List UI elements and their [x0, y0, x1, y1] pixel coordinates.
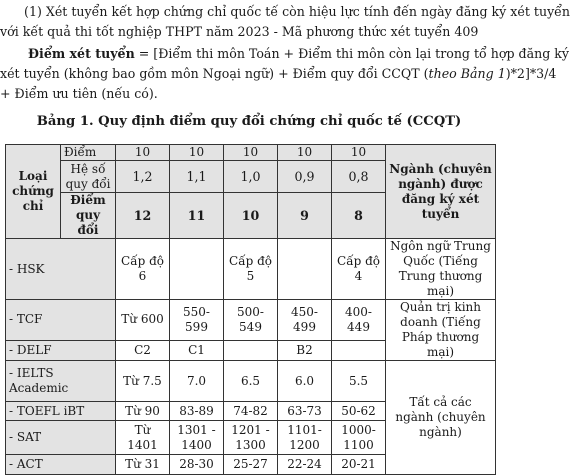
nganh-all: Tất cả các ngành (chuyên ngành) [386, 361, 496, 475]
value-cell: 1101-1200 [278, 421, 332, 455]
value-cell: Từ 600 [116, 300, 170, 341]
quydoi-cell: 8 [332, 193, 386, 239]
value-cell [224, 340, 278, 360]
diem-cell: 10 [224, 145, 278, 161]
ccqt-table [5, 144, 496, 475]
header-nganh: Ngành (chuyên ngành) được đăng ký xét tuyển [386, 145, 496, 239]
intro-line-1: (1) Xét tuyển kết hợp chứng chỉ quốc tế còn hiệu lực tính đến ngày đăng ký xét tuyển [24, 4, 570, 19]
value-cell: Cấp độ 5 [224, 239, 278, 300]
value-cell: 25-27 [224, 455, 278, 475]
value-cell: 7.0 [170, 361, 224, 402]
value-cell: 500-549 [224, 300, 278, 341]
value-cell: Từ 7.5 [116, 361, 170, 402]
value-cell: 28-30 [170, 455, 224, 475]
value-cell: B2 [278, 340, 332, 360]
formula-paragraph [0, 44, 570, 104]
heso-cell: 1,2 [116, 161, 170, 193]
value-cell: 1301 - 1400 [170, 421, 224, 455]
table-row [6, 361, 496, 402]
formula-line-2b: )*2]*3/4 [505, 66, 557, 81]
diem-cell: 10 [332, 145, 386, 161]
quydoi-cell: 9 [278, 193, 332, 239]
quydoi-cell: 10 [224, 193, 278, 239]
value-cell: 74-82 [224, 402, 278, 421]
value-cell: 450-499 [278, 300, 332, 341]
intro-paragraph [0, 2, 570, 42]
quydoi-cell: 11 [170, 193, 224, 239]
header-quydoi: Điểm quy đổi [61, 193, 116, 239]
table-row [6, 300, 496, 341]
cert-tcf: - TCF [6, 300, 116, 341]
value-cell: 83-89 [170, 402, 224, 421]
formula-line-1: = [Điểm thi môn Toán + Điểm thi môn còn lại trong tổ hợp đăng ký [134, 46, 570, 61]
diem-cell: 10 [116, 145, 170, 161]
cert-ielts: - IELTS Academic [6, 361, 116, 402]
quydoi-cell: 12 [116, 193, 170, 239]
header-corner: Loại chứng chỉ [6, 145, 61, 239]
heso-cell: 1,1 [170, 161, 224, 193]
heso-cell: 0,9 [278, 161, 332, 193]
value-cell: C1 [170, 340, 224, 360]
diem-cell: 10 [278, 145, 332, 161]
header-heso: Hệ số quy đổi [61, 161, 116, 193]
heso-cell: 1,0 [224, 161, 278, 193]
intro-line-2: với kết quả thi tốt nghiệp THPT năm 2023 - Mã phương thức xét tuyển 409 [0, 24, 479, 39]
cert-sat: - SAT [6, 421, 116, 455]
value-cell: Cấp độ 6 [116, 239, 170, 300]
value-cell: Từ 31 [116, 455, 170, 475]
heso-cell: 0,8 [332, 161, 386, 193]
value-cell: 22-24 [278, 455, 332, 475]
formula-line-3: + Điểm ưu tiên (nếu có). [0, 86, 158, 101]
value-cell: 550-599 [170, 300, 224, 341]
cert-delf: - DELF [6, 340, 116, 360]
value-cell: Từ 90 [116, 402, 170, 421]
value-cell: Cấp độ 4 [332, 239, 386, 300]
value-cell: 6.0 [278, 361, 332, 402]
cert-act: - ACT [6, 455, 116, 475]
value-cell: 6.5 [224, 361, 278, 402]
formula-line-2a: xét tuyển (không bao gồm môn Ngoại ngữ) + Điểm quy đổi CCQT ( [0, 66, 429, 81]
cert-toefl: - TOEFL iBT [6, 402, 116, 421]
value-cell: 50-62 [332, 402, 386, 421]
nganh-tcf-delf: Quản trị kinh doanh (Tiếng Pháp thương mại) [386, 300, 496, 361]
nganh-hsk: Ngôn ngữ Trung Quốc (Tiếng Trung thương mại) [386, 239, 496, 300]
value-cell [278, 239, 332, 300]
value-cell: 63-73 [278, 402, 332, 421]
header-diem: Điểm [61, 145, 116, 161]
table-title: Bảng 1. Quy định điểm quy đổi chứng chỉ quốc tế (CCQT) [36, 114, 462, 129]
cert-hsk: - HSK [6, 239, 116, 300]
value-cell: 1000-1100 [332, 421, 386, 455]
value-cell: C2 [116, 340, 170, 360]
table-row [6, 239, 496, 300]
value-cell: 20-21 [332, 455, 386, 475]
value-cell: Từ 1401 [116, 421, 170, 455]
formula-label: Điểm xét tuyển [28, 46, 135, 61]
value-cell [170, 239, 224, 300]
value-cell: 400-449 [332, 300, 386, 341]
table-row [6, 145, 496, 161]
value-cell: 1201 - 1300 [224, 421, 278, 455]
formula-line-2-italic: theo Bảng 1 [428, 66, 506, 81]
value-cell: 5.5 [332, 361, 386, 402]
value-cell [332, 340, 386, 360]
diem-cell: 10 [170, 145, 224, 161]
